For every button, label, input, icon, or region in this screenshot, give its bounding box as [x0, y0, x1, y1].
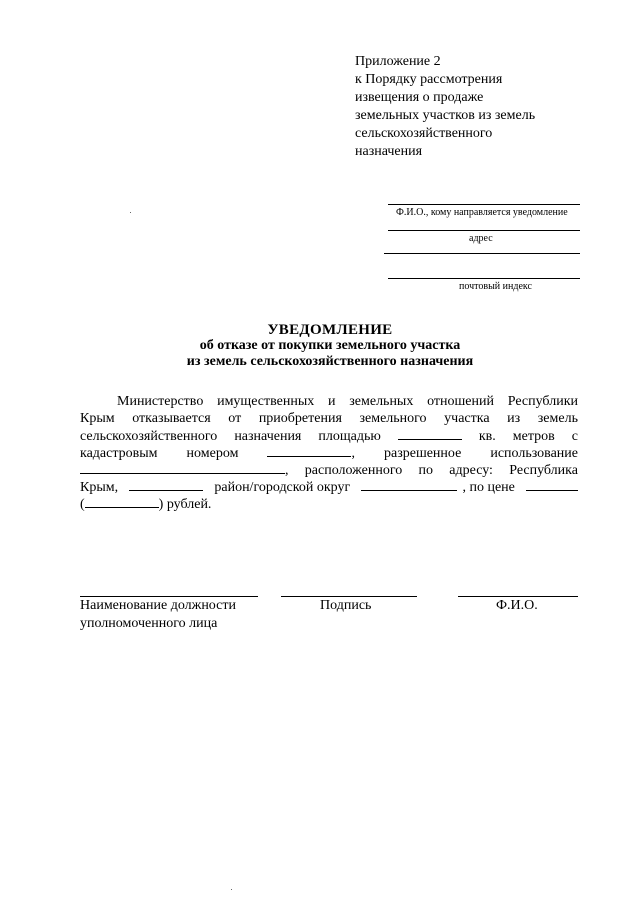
- cadastral-number-blank[interactable]: [267, 444, 351, 457]
- body-word: от: [228, 411, 242, 426]
- title-line-2: об отказе от покупки земельного участка: [199, 338, 461, 353]
- body-row-6: [80, 478, 578, 495]
- body-word: из: [507, 411, 521, 426]
- recipient-address-line[interactable]: [388, 230, 580, 231]
- body-row-2: [80, 410, 578, 427]
- appendix-line: земельных участков из земель: [355, 108, 536, 123]
- body-word: с: [571, 429, 578, 444]
- recipient-postcode-line[interactable]: [388, 278, 580, 279]
- body-word: район/городской округ: [214, 480, 351, 495]
- body-word: земельного: [359, 411, 427, 426]
- body-word: по: [418, 463, 434, 478]
- body-word: ,: [351, 446, 355, 461]
- body-word: Республика: [509, 463, 578, 478]
- body-row-7: [80, 495, 578, 512]
- district-blank[interactable]: [129, 478, 203, 491]
- recipient-fio-caption: Ф.И.О., кому направляется уведомление: [396, 207, 568, 218]
- appendix-line: сельскохозяйственного: [355, 126, 493, 141]
- scan-speck: [231, 889, 232, 890]
- body-word: назначения: [234, 429, 302, 444]
- body-word: отказывается: [132, 411, 211, 426]
- body-word: разрешенное: [383, 446, 462, 461]
- body-word: земель: [537, 411, 578, 426]
- body-word: приобретения: [258, 411, 342, 426]
- position-label-line-2: уполномоченного лица: [80, 616, 218, 631]
- appendix-line: назначения: [355, 144, 423, 159]
- body-word: ) рублей.: [158, 497, 212, 512]
- municipality-blank[interactable]: [361, 478, 457, 491]
- recipient-fio-line[interactable]: [388, 204, 580, 205]
- body-row-4: [80, 444, 578, 461]
- body-word: адресу:: [449, 463, 493, 478]
- body-word: номером: [186, 446, 239, 461]
- permitted-use-blank[interactable]: [80, 461, 285, 474]
- body-word: расположенного: [304, 463, 403, 478]
- area-blank[interactable]: [398, 427, 462, 440]
- body-word: Крым,: [80, 480, 119, 495]
- body-word: площадью: [318, 429, 381, 444]
- price-in-words-blank[interactable]: [85, 495, 159, 508]
- body-word: (: [80, 497, 85, 512]
- position-label-line-1: Наименование должности: [80, 598, 236, 613]
- price-blank[interactable]: [526, 478, 578, 491]
- body-word: имущественных: [217, 394, 315, 409]
- body-word: использование: [490, 446, 578, 461]
- body-word: кадастровым: [80, 446, 158, 461]
- body-word: кв.: [478, 429, 496, 444]
- body-word: ,: [285, 463, 289, 478]
- body-row-5: [80, 461, 578, 478]
- body-word: отношений: [427, 394, 494, 409]
- document-title: [60, 322, 600, 370]
- body-word: и: [328, 394, 336, 409]
- body-word: Крым: [80, 411, 115, 426]
- title-line-3: из земель сельскохозяйственного назначения: [186, 354, 474, 369]
- body-word: , по цене: [462, 480, 515, 495]
- recipient-address-caption: адрес: [469, 233, 493, 244]
- fio-label: Ф.И.О.: [496, 598, 538, 613]
- appendix-line: извещения о продаже: [355, 90, 484, 105]
- body-word: метров: [512, 429, 555, 444]
- body-row-3: [80, 427, 578, 444]
- position-label: [80, 597, 236, 633]
- scan-speck: [130, 212, 131, 213]
- appendix-header: [355, 53, 535, 161]
- body-word: Министерство: [117, 394, 204, 409]
- body-word: сельскохозяйственного: [80, 429, 218, 444]
- recipient-postcode-caption: почтовый индекс: [459, 281, 532, 292]
- body-word: земельных: [349, 394, 414, 409]
- body-row-1: [80, 393, 578, 410]
- title-main: УВЕДОМЛЕНИЕ: [267, 322, 393, 338]
- body-word: Республики: [507, 394, 578, 409]
- body-word: участка: [444, 411, 490, 426]
- appendix-line: Приложение 2: [355, 54, 441, 69]
- recipient-address-line-2[interactable]: [384, 253, 580, 254]
- notice-body: [80, 393, 578, 512]
- signature-label: Подпись: [320, 598, 372, 613]
- appendix-line: к Порядку рассмотрения: [355, 72, 503, 87]
